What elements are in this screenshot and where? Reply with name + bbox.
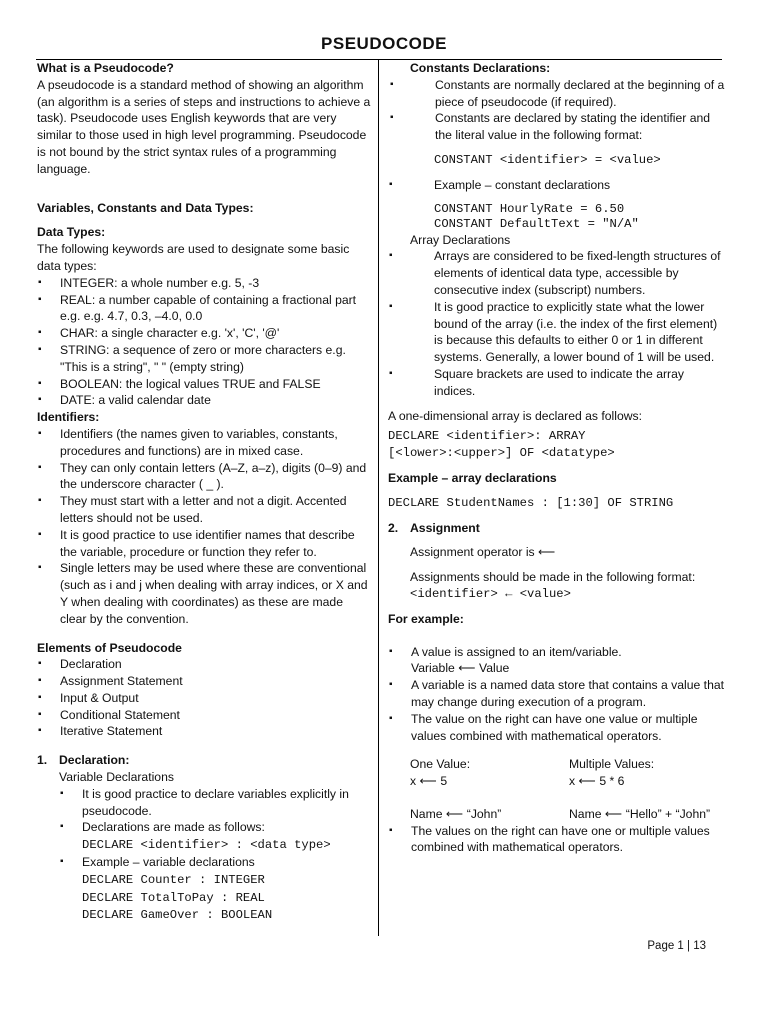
list-item xyxy=(388,644,728,678)
datatypes-heading: Data Types: xyxy=(37,225,106,240)
list-item: ▪ Arrays are considered to be fixed-length structures of elements of identical data type, accessible by consecutive index (subscript) numbers. xyxy=(388,248,728,298)
list-item: ▪ It is good practice to declare variables explicitly in pseudocode. xyxy=(59,786,371,820)
datatypes-intro: The following keywords are used to designate some basic data types: xyxy=(37,242,350,273)
code-line: DECLARE GameOver : BOOLEAN xyxy=(82,908,273,923)
value-examples xyxy=(388,756,728,822)
for-example-list-2 xyxy=(388,823,728,857)
array-example-heading: Example – array declarations xyxy=(388,470,557,485)
list-item: ▪ Iterative Statement xyxy=(37,723,371,740)
multi-value-label: Multiple Values: xyxy=(569,757,655,772)
list-item: ▪ It is good practice to explicitly state what the lower bound of the array (i.e. the index of the first element) is because this defaults to either 0 or 1 in different systems. Generally, a lower bound of 1 will be used. xyxy=(388,299,728,366)
list-item: ▪ Input & Output xyxy=(37,690,371,707)
constants-list xyxy=(388,77,728,144)
list-item: ▪ The value on the right can have one value or multiple values combined with mathematical operators. xyxy=(388,711,728,745)
assignment-heading xyxy=(388,520,728,537)
list-item: ▪ It is good practice to use identifier names that describe the variable, procedure or function they refer to. xyxy=(37,527,371,561)
code-line: DECLARE Counter : INTEGER xyxy=(82,872,265,887)
elements-heading: Elements of Pseudocode xyxy=(37,640,182,655)
what-heading: What is a Pseudocode? xyxy=(37,61,174,75)
list-item: ▪ REAL: a number capable of containing a fractional part e.g. e.g. 4.7, 0.3, –4.0, 0.0 xyxy=(37,292,371,326)
array-heading: Array Declarations xyxy=(410,232,511,247)
list-item: ▪ DATE: a valid calendar date xyxy=(37,392,371,409)
code-line: DECLARE <identifier> : <data type> xyxy=(82,838,331,853)
one-value-example: Name ⟵ “John” xyxy=(410,806,502,821)
vcd-heading: Variables, Constants and Data Types: xyxy=(37,200,254,215)
for-example-heading: For example: xyxy=(388,611,464,626)
code-line: [<lower>:<upper>] OF <datatype> xyxy=(388,446,615,461)
list-item: ▪ Constants are normally declared at the beginning of a piece of pseudocode (if required). xyxy=(389,77,728,111)
code-line: CONSTANT <identifier> = <value> xyxy=(434,152,661,167)
list-item: ▪ INTEGER: a whole number e.g. 5, -3 xyxy=(37,275,371,292)
section-number: 1. xyxy=(37,753,48,768)
list-item: ▪ Identifiers (the names given to variables, constants, procedures and functions) are in mixed case. xyxy=(37,426,371,460)
code-line: CONSTANT HourlyRate = 6.50 xyxy=(434,201,625,216)
one-dim-text: A one-dimensional array is declared as follows: xyxy=(388,408,643,423)
multi-value-example: Name ⟵ “Hello” + “John” xyxy=(569,806,711,821)
constants-example-list xyxy=(388,177,728,194)
datatypes-list xyxy=(37,275,371,409)
elements-list xyxy=(37,656,371,740)
assignment-operator-text: Assignment operator is ⟵ xyxy=(410,545,556,560)
list-item: ▪ Assignment Statement xyxy=(37,673,371,690)
multi-value-example: x ⟵ 5 * 6 xyxy=(569,774,625,789)
identifiers-list xyxy=(37,426,371,628)
list-item: ▪ Square brackets are used to indicate the array indices. xyxy=(388,366,728,400)
code-line: DECLARE TotalToPay : REAL xyxy=(82,890,265,905)
one-value-label: One Value: xyxy=(410,757,471,772)
list-item: ▪ Example – constant declarations xyxy=(388,177,728,194)
assignment-heading-text: Assignment xyxy=(410,520,480,535)
page-number: Page 1 | 13 xyxy=(647,940,706,952)
list-item: ▪ Single letters may be used where these are conventional (such as i and j when dealing with array indices, or X and Y when dealing with coordinates) as these are made clear by the convention. xyxy=(37,560,371,627)
column-divider xyxy=(378,60,379,936)
list-item: ▪ CHAR: a single character e.g. 'x', 'C', '@' xyxy=(37,325,371,342)
code-line: DECLARE <identifier>: ARRAY xyxy=(388,429,586,444)
list-item xyxy=(59,819,371,854)
list-item-text: Example – variable declarations xyxy=(82,855,255,870)
what-body: A pseudocode is a standard method of showing an algorithm (an algorithm is a series of steps and instructions to achieve a task). Pseudocode uses English keywords that are very similar to those used in high level programming. Pseudocode is not bound by the strict syntax rules of a programming language. xyxy=(37,77,371,176)
declaration-subheading: Variable Declarations xyxy=(59,770,174,785)
list-item: ▪ Constants are declared by stating the identifier and the literal value in the following format: xyxy=(389,110,728,144)
list-item-text: Declarations are made as follows: xyxy=(82,820,265,835)
for-example-list xyxy=(388,644,728,745)
list-item: ▪ Declaration xyxy=(37,656,371,673)
one-value-example: x ⟵ 5 xyxy=(410,774,448,789)
code-line: CONSTANT DefaultText = "N/A" xyxy=(434,216,639,231)
code-line: DECLARE StudentNames : [1:30] OF STRING xyxy=(388,495,674,510)
constants-heading: Constants Declarations: xyxy=(410,61,551,75)
list-item: ▪ A variable is a named data store that contains a value that may change during execution of a program. xyxy=(388,677,728,711)
list-item-text: A value is assigned to an item/variable. xyxy=(411,644,622,659)
declaration-list xyxy=(37,786,371,924)
identifiers-heading: Identifiers: xyxy=(37,410,100,425)
array-list xyxy=(388,248,728,399)
list-item: ▪ Conditional Statement xyxy=(37,707,371,724)
list-item: ▪ BOOLEAN: the logical values TRUE and FALSE xyxy=(37,376,371,393)
list-item-text: Variable ⟵ Value xyxy=(411,661,510,676)
list-item xyxy=(59,854,371,924)
list-item: ▪ STRING: a sequence of zero or more characters e.g. "This is a string", " " (empty string) xyxy=(37,342,371,376)
list-item: ▪ The values on the right can have one or multiple values combined with mathematical operators. xyxy=(388,823,728,857)
right-column xyxy=(388,60,728,856)
declaration-heading xyxy=(37,752,371,769)
page-title: PSEUDOCODE xyxy=(321,34,447,53)
list-item: ▪ They can only contain letters (A–Z, a–z), digits (0–9) and the underscore character ( _ ). xyxy=(37,460,371,494)
left-column xyxy=(37,60,371,924)
list-item: ▪ They must start with a letter and not a digit. Accented letters should not be used. xyxy=(37,493,371,527)
section-number: 2. xyxy=(388,520,399,535)
assignment-format-text: Assignments should be made in the following format: xyxy=(410,570,696,585)
declaration-heading-text: Declaration: xyxy=(59,753,130,768)
code-line: <identifier> ← <value> xyxy=(410,586,571,601)
